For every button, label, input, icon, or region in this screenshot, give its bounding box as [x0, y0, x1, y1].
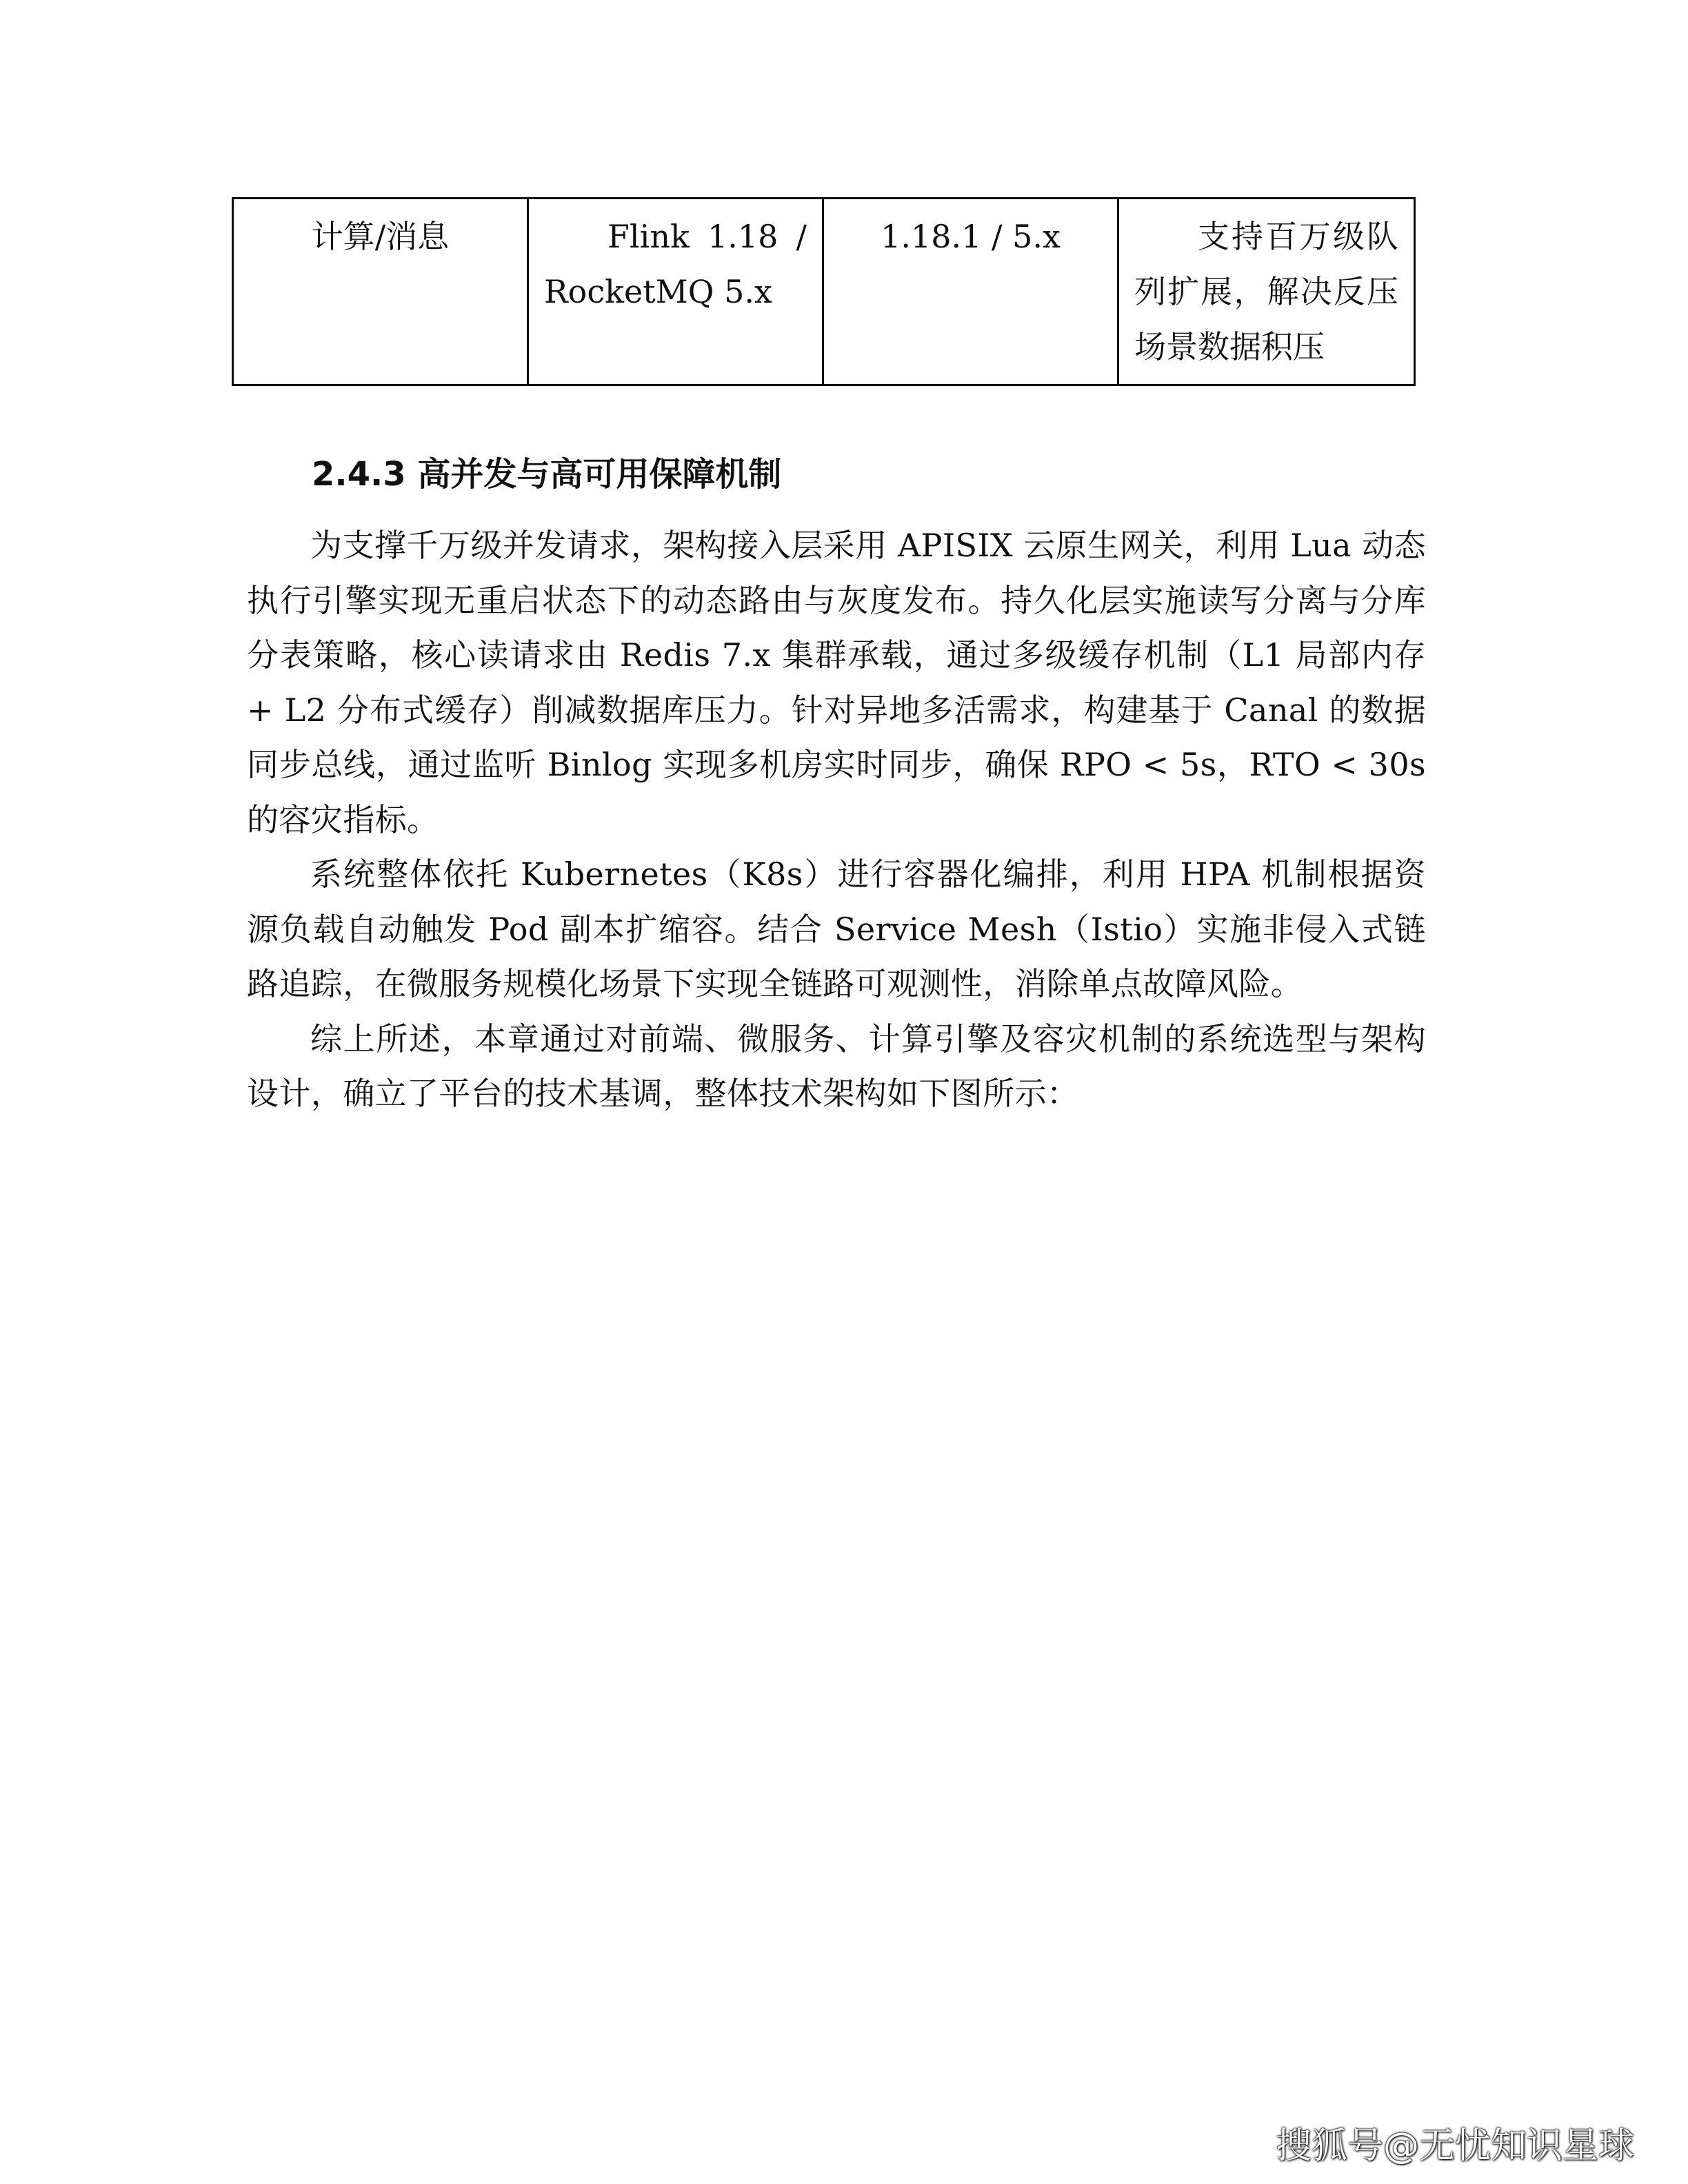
table-cell-category: 计算/消息: [233, 199, 528, 385]
paragraph-kubernetes: 系统整体依托 Kubernetes（K8s）进行容器化编排，利用 HPA 机制根据资源负载自动触发 Pod 副本扩缩容。结合 Service Mesh（Istio）实施非侵入式链路追踪，在微服务规模化场景下实现全链路可观测性，消除单点故障风险。: [247, 856, 1426, 1002]
tech-stack-table: [232, 197, 1416, 386]
table-row: [233, 199, 1415, 385]
table-cell-version: 1.18.1 / 5.x: [823, 199, 1118, 385]
section-heading: 2.4.3 高并发与高可用保障机制: [312, 455, 782, 494]
paragraph-high-concurrency: 为支撑千万级并发请求，架构接入层采用 APISIX 云原生网关，利用 Lua 动态执行引擎实现无重启状态下的动态路由与灰度发布。持久化层实施读写分离与分库分表策略，核心读请求由 Redis 7.x 集群承载，通过多级缓存机制（L1 局部内存 + L2 分布式缓存）削减数据库压力。针对异地多活需求，构建基于 Canal 的数据同步总线，通过监听 Binlog 实现多机房实时同步，确保 RPO < 5s，RTO < 30s 的容灾指标。: [247, 527, 1426, 838]
table-cell-component: Flink 1.18 / RocketMQ 5.x: [528, 199, 823, 385]
section-body: [247, 518, 1426, 1122]
table-cell-note: 支持百万级队列扩展，解决反压场景数据积压: [1118, 199, 1415, 385]
watermark-text: 搜狐号@无忧知识星球: [1275, 2125, 1634, 2167]
paragraph-summary: 综上所述，本章通过对前端、微服务、计算引擎及容灾机制的系统选型与架构设计，确立了平台的技术基调，整体技术架构如下图所示：: [247, 1020, 1426, 1112]
